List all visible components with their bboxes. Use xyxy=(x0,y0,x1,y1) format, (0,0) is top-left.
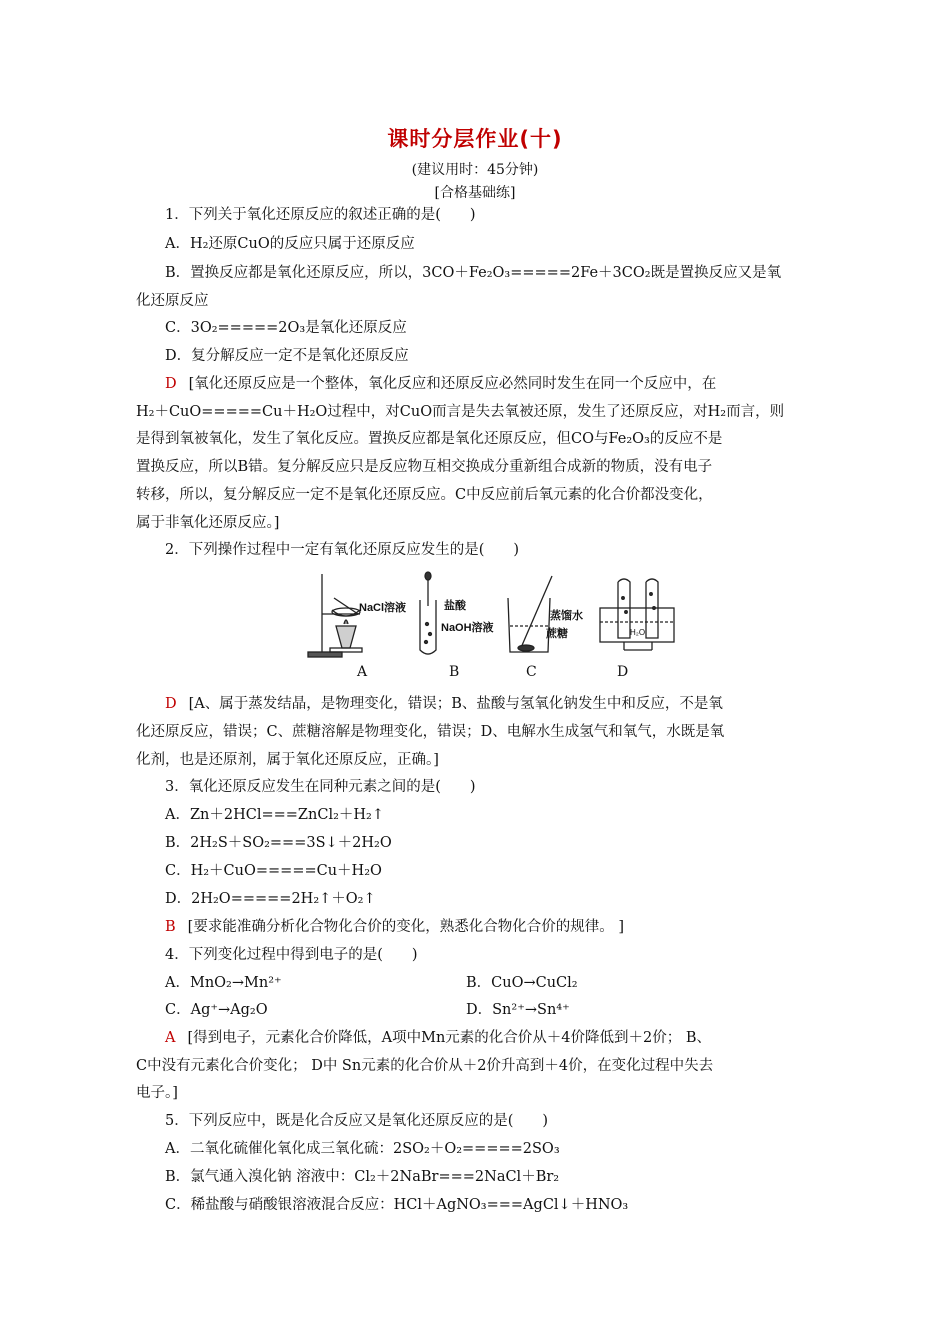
label-sucrose: 蔗糖 xyxy=(546,628,568,640)
page-title: 课时分层作业(十) xyxy=(387,127,563,151)
q1-stem: 1．下列关于氧化还原反应的叙述正确的是( ) xyxy=(165,207,476,223)
q5-option-c: C．稀盐酸与硝酸银溶液混合反应：HCl＋AgNO₃===AgCl↓＋HNO₃ xyxy=(165,1197,629,1213)
q4-explanation-2: C中没有元素化合价变化； D中 Sn元素的化合价从＋2价升高到＋4价，在变化过程中失去 xyxy=(136,1058,714,1074)
q4-stem: 4．下列变化过程中得到电子的是( ) xyxy=(165,947,418,963)
q1-option-d: D．复分解反应一定不是氧化还原反应 xyxy=(165,348,409,364)
label-distilled-water: 蒸馏水 xyxy=(550,610,583,622)
q1-explanation-2: H₂＋CuO=====Cu＋H₂O过程中，对CuO而言是失去氧被还原，发生了还原反应，对H₂而言，则 xyxy=(136,404,785,420)
q2-explanation-3: 化剂，也是还原剂，属于氧化还原反应，正确。] xyxy=(136,752,439,768)
q3-option-d: D．2H₂O=====2H₂↑＋O₂↑ xyxy=(165,891,376,907)
time-note: (建议用时：45分钟) xyxy=(411,162,539,178)
q1-option-a: A．H₂还原CuO的反应只属于还原反应 xyxy=(165,236,415,252)
diagram-caption-b: B xyxy=(449,664,460,680)
q4-option-d: D．Sn²⁺→Sn⁴⁺ xyxy=(466,1002,570,1018)
label-nacl-solution: NaCl溶液 xyxy=(359,602,407,614)
q3-explanation-1: B [要求能准确分析化合物化合价的变化，熟悉化合物化合价的规律。 ] xyxy=(165,919,625,935)
label-hydrochloric-acid: 盐酸 xyxy=(444,600,466,612)
q2-answer: D xyxy=(165,696,177,712)
q1-explanation-5: 转移，所以，复分解反应一定不是氧化还原反应。C中反应前后氧元素的化合价都没变化， xyxy=(136,487,713,503)
q1-option-b-cont: 化还原反应 xyxy=(136,293,209,309)
q1-explanation-4: 置换反应，所以B错。复分解反应只是反应物互相交换成分重新组合成新的物质，没有电子 xyxy=(136,459,713,475)
q2-explanation-1: D [A、属于蒸发结晶，是物理变化，错误；B、盐酸与氢氧化钠发生中和反应，不是氧 xyxy=(165,696,723,712)
q5-option-a: A．二氧化硫催化氧化成三氧化硫：2SO₂＋O₂=====2SO₃ xyxy=(165,1141,560,1157)
q4-option-b: B．CuO→CuCl₂ xyxy=(466,975,578,991)
q1-answer: D xyxy=(165,376,177,392)
q3-option-b: B．2H₂S＋SO₂===3S↓＋2H₂O xyxy=(165,835,392,851)
q4-answer: A xyxy=(165,1030,176,1046)
q2-stem: 2．下列操作过程中一定有氧化还原反应发生的是( ) xyxy=(165,542,520,558)
q4-explanation-1: A [得到电子，元素化合价降低，A项中Mn元素的化合价从＋4价降低到＋2价； B、 xyxy=(165,1030,712,1046)
q4-explanation-3: 电子。] xyxy=(136,1085,178,1101)
apparatus-diagram xyxy=(300,568,680,660)
q2-explanation-2: 化还原反应，错误；C、蔗糖溶解是物理变化，错误；D、电解水生成氢气和氧气，水既是氧 xyxy=(136,724,725,740)
label-water: H₂O xyxy=(630,628,646,637)
q1-option-b: B．置换反应都是氧化还原反应，所以，3CO＋Fe₂O₃=====2Fe＋3CO₂既是置换反应又是氧 xyxy=(165,265,782,281)
q3-answer: B xyxy=(165,919,176,935)
q3-option-a: A．Zn＋2HCl===ZnCl₂＋H₂↑ xyxy=(165,807,385,823)
q4-option-a: A．MnO₂→Mn²⁺ xyxy=(165,975,282,991)
q4-option-c: C．Ag⁺→Ag₂O xyxy=(165,1002,268,1018)
electrolysis-apparatus-icon xyxy=(600,579,674,650)
diagram-caption-c: C xyxy=(526,664,537,680)
q1-option-c: C．3O₂=====2O₃是氧化还原反应 xyxy=(165,320,407,336)
q1-explanation-6: 属于非氧化还原反应。] xyxy=(136,515,280,531)
q5-stem: 5．下列反应中，既是化合反应又是氧化还原反应的是( ) xyxy=(165,1113,549,1129)
q3-stem: 3．氧化还原反应发生在同种元素之间的是( ) xyxy=(165,779,476,795)
test-tube-dropper-icon xyxy=(420,572,436,654)
q1-explanation-3: 是得到氧被氧化，发生了氧化反应。置换反应都是氧化还原反应，但CO与Fe₂O₃的反应不是 xyxy=(136,431,723,447)
section-heading: [合格基础练] xyxy=(434,185,516,201)
beaker-stir-rod-icon xyxy=(508,576,552,652)
q1-explanation-1: D [氧化还原反应是一个整体，氧化反应和还原反应必然同时发生在同一个反应中，在 xyxy=(165,376,717,392)
evaporation-apparatus-icon xyxy=(308,574,362,657)
q5-option-b: B．氯气通入溴化钠 溶液中：Cl₂＋2NaBr===2NaCl＋Br₂ xyxy=(165,1169,560,1185)
label-naoh-solution: NaOH溶液 xyxy=(441,622,494,634)
diagram-caption-d: D xyxy=(617,664,629,680)
diagram-caption-a: A xyxy=(357,664,368,680)
q3-option-c: C．H₂＋CuO=====Cu＋H₂O xyxy=(165,863,382,879)
